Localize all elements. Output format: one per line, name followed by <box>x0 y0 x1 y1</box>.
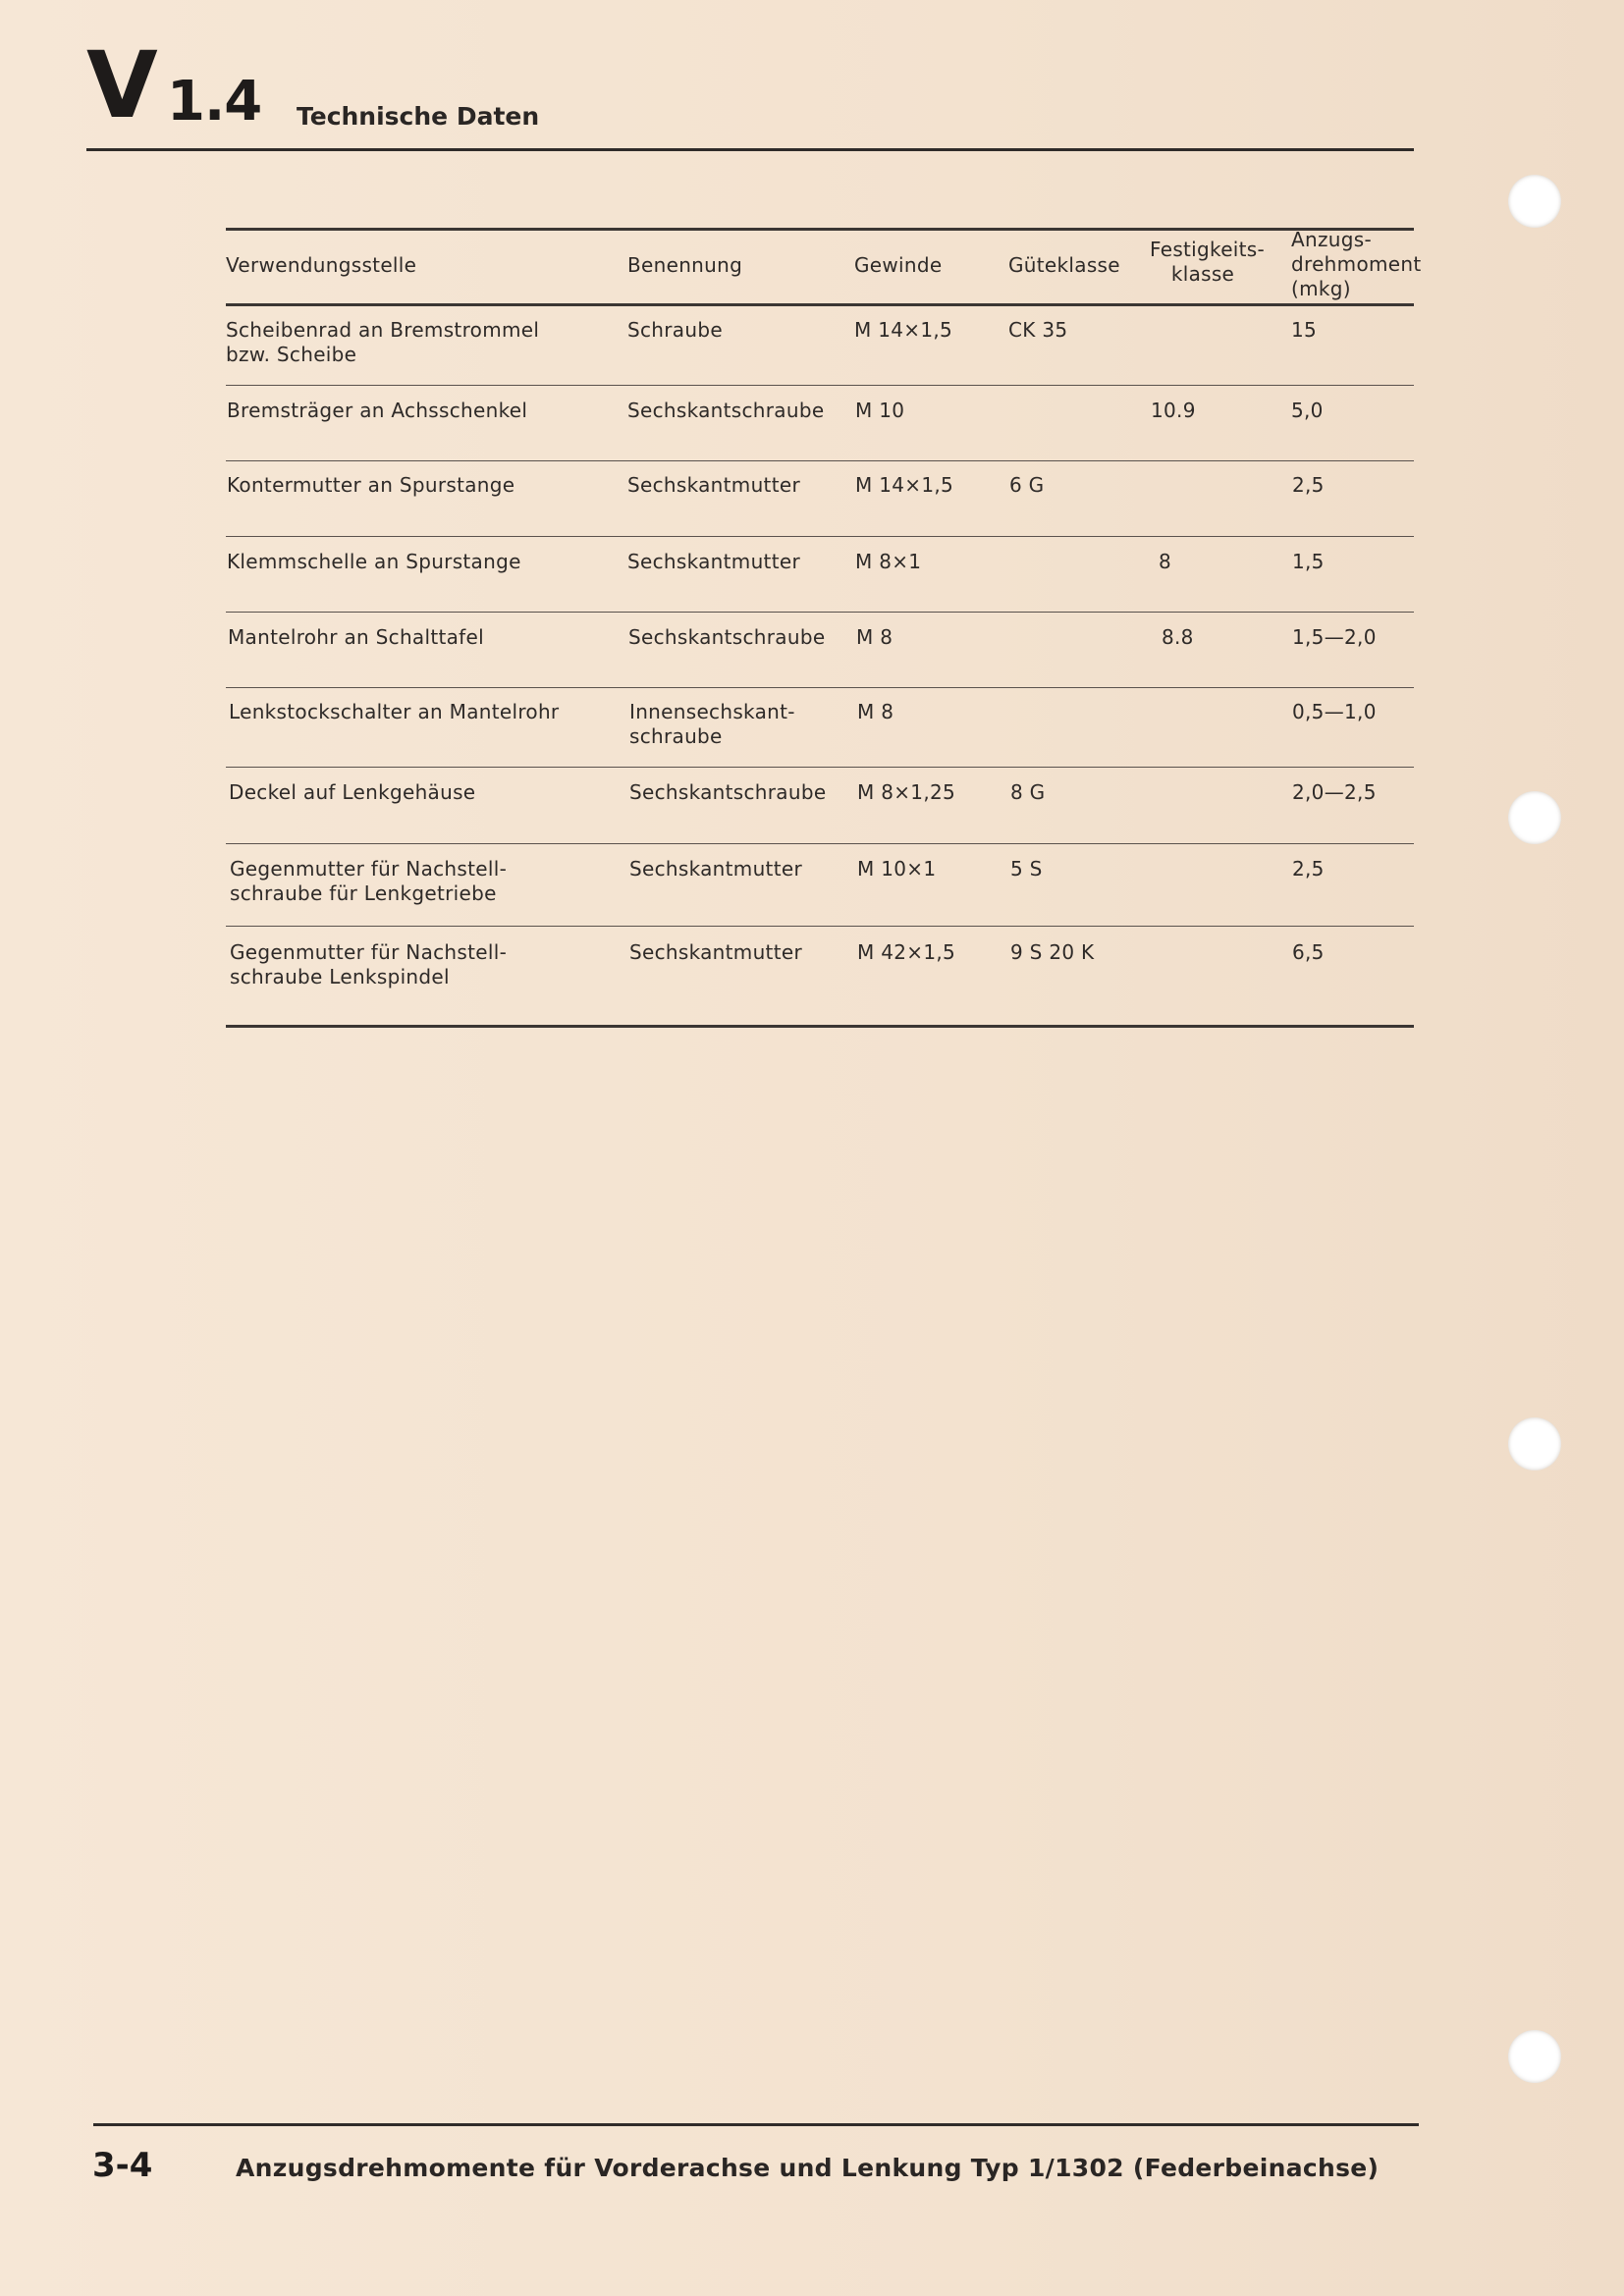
cell-thread: M 8×1 <box>855 550 922 573</box>
cell-location: Kontermutter an Spurstange <box>227 473 515 497</box>
cell-name: Sechskantschraube <box>627 399 825 422</box>
punch-hole <box>1508 791 1561 844</box>
header-divider <box>86 148 1414 151</box>
cell-name: Sechskantschraube <box>628 625 826 649</box>
cell-grade: 5 S <box>1010 857 1043 881</box>
row-divider <box>226 687 1414 688</box>
cell-torque: 2,5 <box>1292 473 1325 497</box>
punch-hole <box>1508 1417 1561 1470</box>
row-divider <box>226 612 1414 613</box>
cell-location: Mantelrohr an Schalttafel <box>228 625 484 649</box>
cell-grade: 8 G <box>1010 780 1046 804</box>
cell-location: Gegenmutter für Nachstell- schraube Lenkspindel <box>230 940 508 988</box>
column-header-strength: Festigkeits- klasse <box>1150 238 1266 286</box>
row-divider <box>226 767 1414 768</box>
cell-grade: 6 G <box>1009 473 1045 497</box>
row-divider <box>226 926 1414 927</box>
footer-title: Anzugsdrehmomente für Vorderachse und Lenkung Typ 1/1302 (Federbeinachse) <box>236 2154 1380 2182</box>
cell-strength: 8.8 <box>1162 625 1194 649</box>
section-code-number: 1.4 <box>167 70 262 133</box>
cell-torque: 0,5—1,0 <box>1292 700 1377 723</box>
cell-torque: 2,0—2,5 <box>1292 780 1377 804</box>
cell-location: Scheibenrad an Bremstrommel bzw. Scheibe <box>226 318 540 366</box>
cell-thread: M 10×1 <box>857 857 937 881</box>
table-bottom-rule <box>226 1025 1414 1028</box>
cell-name: Innensechskant- schraube <box>629 700 795 748</box>
cell-location: Gegenmutter für Nachstell- schraube für Lenkgetriebe <box>230 857 508 905</box>
cell-location: Deckel auf Lenkgehäuse <box>229 780 476 804</box>
cell-thread: M 8 <box>856 625 893 649</box>
cell-torque: 6,5 <box>1292 940 1325 964</box>
cell-torque: 1,5—2,0 <box>1292 625 1377 649</box>
cell-thread: M 14×1,5 <box>854 318 953 342</box>
cell-name: Sechskantmutter <box>629 857 802 881</box>
cell-name: Sechskantmutter <box>627 550 800 573</box>
row-divider <box>226 843 1414 844</box>
row-divider <box>226 385 1414 386</box>
cell-location: Lenkstockschalter an Mantelrohr <box>229 700 560 723</box>
column-header-torque: Anzugs- drehmoment (mkg) <box>1291 228 1422 300</box>
footer-divider <box>93 2123 1419 2126</box>
cell-grade: CK 35 <box>1008 318 1068 342</box>
cell-location: Klemmschelle an Spurstange <box>227 550 521 573</box>
cell-name: Sechskantmutter <box>629 940 802 964</box>
table-top-rule <box>226 228 1414 231</box>
cell-name: Schraube <box>627 318 723 342</box>
column-header-name: Benennung <box>627 253 743 277</box>
cell-strength: 8 <box>1159 550 1172 573</box>
cell-location: Bremsträger an Achsschenkel <box>227 399 528 422</box>
cell-name: Sechskantschraube <box>629 780 827 804</box>
cell-thread: M 14×1,5 <box>855 473 954 497</box>
table-header-rule <box>226 303 1414 306</box>
cell-thread: M 42×1,5 <box>857 940 956 964</box>
page-number: 3-4 <box>92 2146 153 2185</box>
cell-torque: 5,0 <box>1291 399 1324 422</box>
column-header-location: Verwendungsstelle <box>226 253 417 277</box>
cell-grade: 9 S 20 K <box>1010 940 1095 964</box>
cell-torque: 2,5 <box>1292 857 1325 881</box>
row-divider <box>226 460 1414 461</box>
column-header-thread: Gewinde <box>854 253 943 277</box>
row-divider <box>226 536 1414 537</box>
punch-hole <box>1508 2030 1561 2083</box>
cell-torque: 1,5 <box>1292 550 1325 573</box>
punch-hole <box>1508 175 1561 228</box>
page-title: Technische Daten <box>297 102 540 131</box>
cell-strength: 10.9 <box>1151 399 1196 422</box>
section-code-letter: V <box>86 32 156 139</box>
column-header-grade: Güteklasse <box>1008 253 1120 277</box>
cell-name: Sechskantmutter <box>627 473 800 497</box>
cell-thread: M 8×1,25 <box>857 780 956 804</box>
cell-torque: 15 <box>1291 318 1318 342</box>
cell-thread: M 10 <box>855 399 905 422</box>
cell-thread: M 8 <box>857 700 894 723</box>
